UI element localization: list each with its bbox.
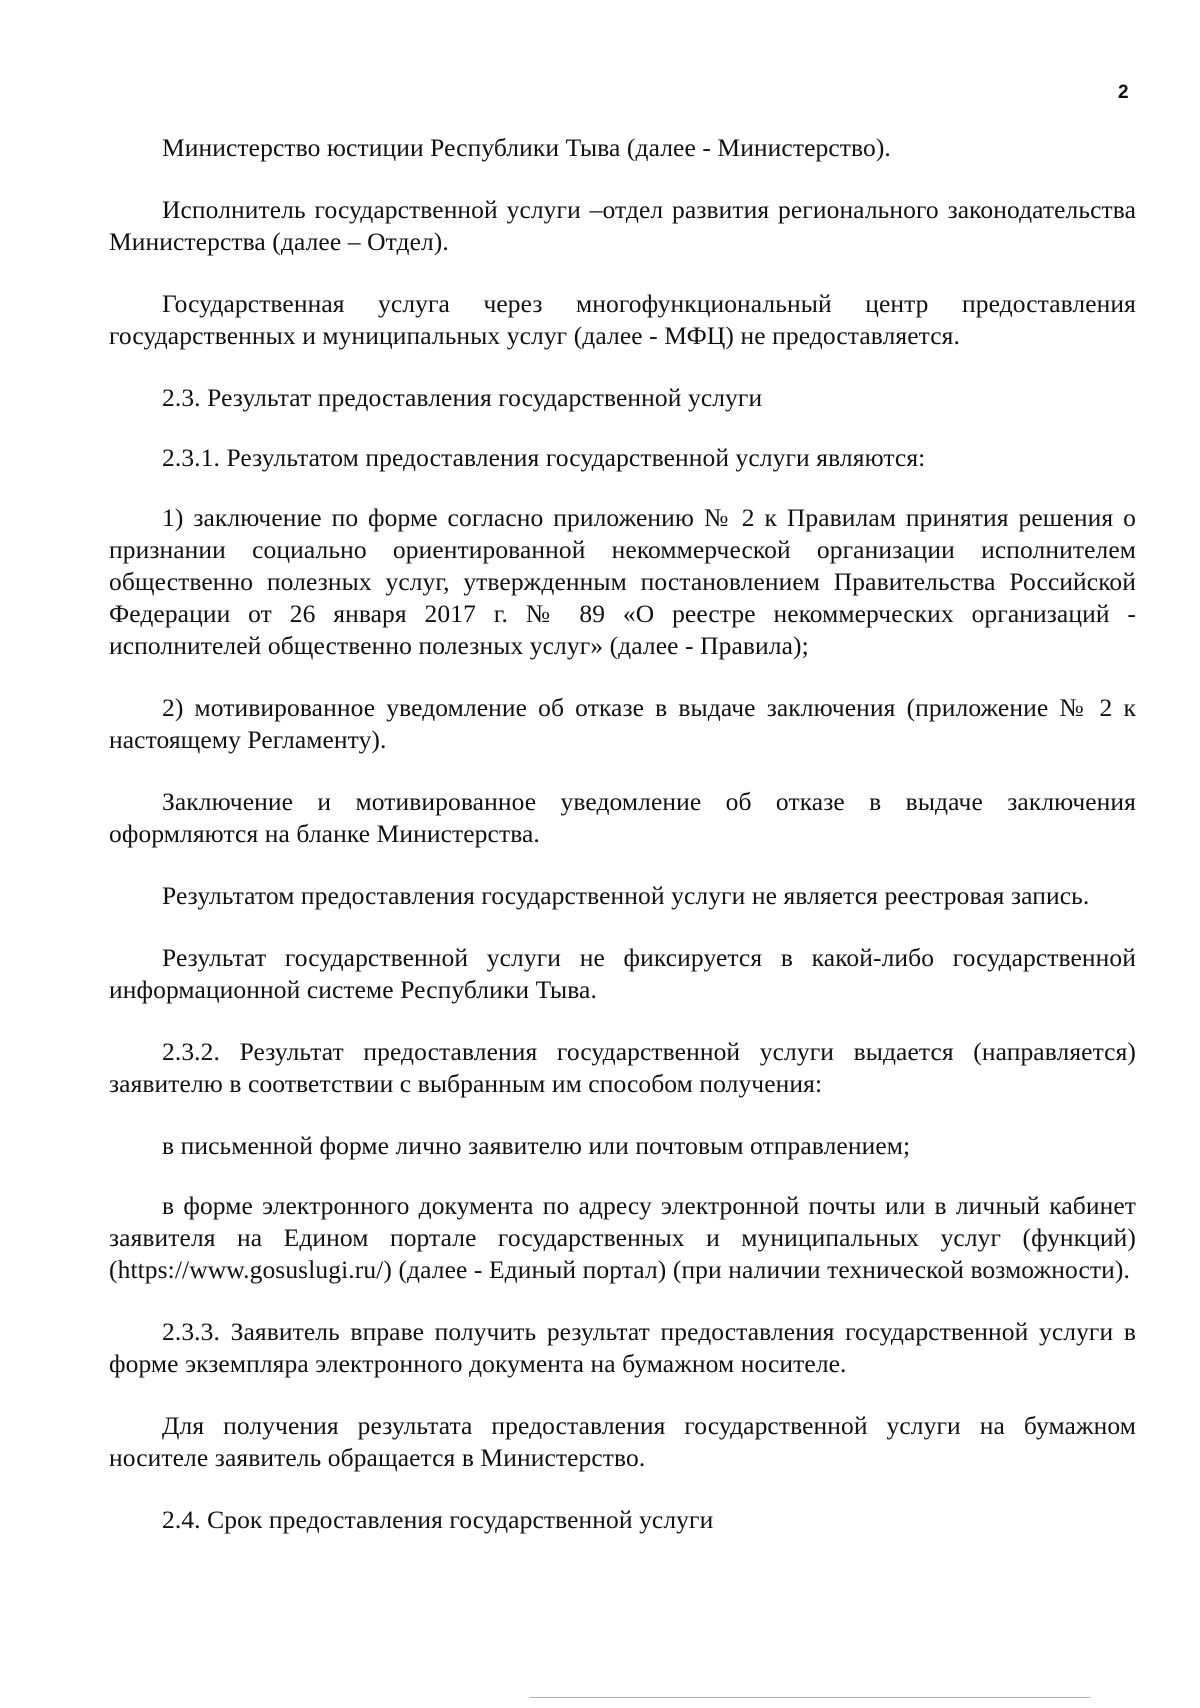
page-bottom-rule	[530, 1697, 1090, 1698]
paragraph-ministry: Министерство юстиции Республики Тыва (далее - Министерство).	[162, 133, 891, 162]
paragraph-electronic-form: в форме электронного документа по адресу электронной почты или в личный кабинет заявителя на Едином портале государственных и муниципальных услуг (функций) (https://www.gosuslugi.ru/) (далее - Единый портал) (при наличии технической возможности).	[109, 1191, 1136, 1284]
page-number: 2	[1118, 82, 1129, 103]
paragraph-2-3-2: 2.3.2. Результат предоставления государственной услуги выдается (направляется) заявителю в соответствии с выбранным им способом получения:	[109, 1037, 1136, 1098]
paragraph-paper-copy: Для получения результата предоставления государственной услуги на бумажном носителе заявитель обращается в Министерство.	[109, 1411, 1136, 1472]
section-heading-2-4: 2.4. Срок предоставления государственной услуги	[162, 1505, 714, 1534]
paragraph-letterhead: Заключение и мотивированное уведомление об отказе в выдаче заключения оформляются на бланке Министерства.	[109, 787, 1136, 848]
paragraph-2-3-1: 2.3.1. Результатом предоставления государственной услуги являются:	[162, 443, 926, 472]
paragraph-executor: Исполнитель государственной услуги –отдел развития регионального законодательства Министерства (далее – Отдел).	[109, 195, 1136, 256]
paragraph-registry-record: Результатом предоставления государственной услуги не является реестровая запись.	[162, 881, 1090, 910]
paragraph-2-3-3: 2.3.3. Заявитель вправе получить результат предоставления государственной услуги в форме экземпляра электронного документа на бумажном носителе.	[109, 1317, 1136, 1378]
list-item-2-refusal: 2) мотивированное уведомление об отказе в выдаче заключения (приложение № 2 к настоящему Регламенту).	[109, 693, 1136, 754]
section-heading-2-3: 2.3. Результат предоставления государственной услуги	[162, 383, 763, 412]
list-item-1-conclusion: 1) заключение по форме согласно приложению № 2 к Правилам принятия решения о признании социально ориентированной некоммерческой организации исполнителем общественно полезных услуг, утвержденным постановлением Правительства Российской Федерации от 26 января 2017 г. № 89 «О реестре некоммерческих организаций - исполнителей общественно полезных услуг» (далее - Правила);	[109, 503, 1136, 660]
paragraph-info-system: Результат государственной услуги не фиксируется в какой-либо государственной информационной системе Республики Тыва.	[109, 943, 1136, 1004]
paragraph-written-form: в письменной форме лично заявителю или почтовым отправлением;	[162, 1131, 911, 1160]
paragraph-mfc: Государственная услуга через многофункциональный центр предоставления государственных и муниципальных услуг (далее - МФЦ) не предоставляется.	[109, 289, 1136, 350]
document-body	[109, 132, 1136, 1566]
